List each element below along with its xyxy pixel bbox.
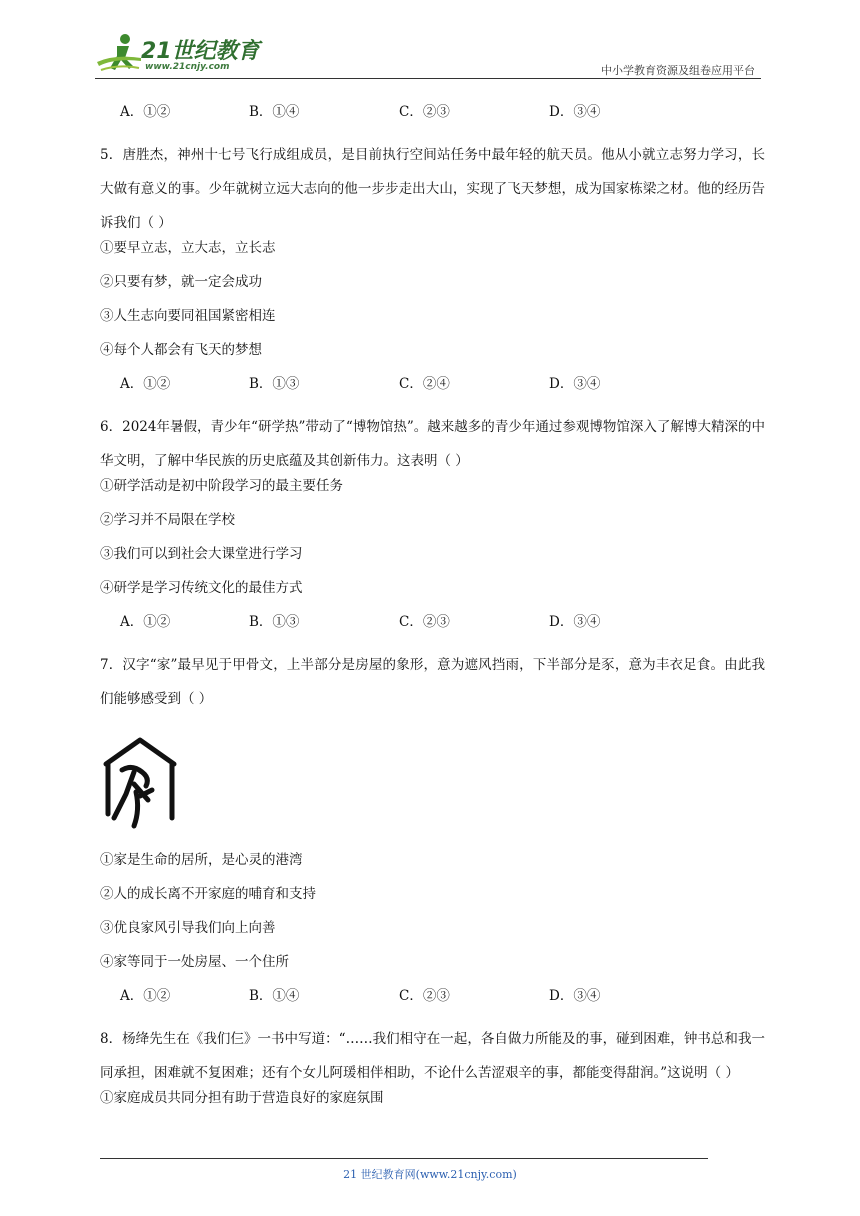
option-d: D．③④ — [549, 988, 601, 1004]
option-a: A．①② — [120, 614, 171, 630]
q5-options — [100, 376, 765, 393]
footer-text: 21 世纪教育网(www.21cnjy.com) — [343, 1168, 517, 1181]
q5-item-3: ③人生志向要同祖国紧密相连 — [100, 308, 276, 324]
option-a: A．①② — [120, 376, 171, 392]
q5-item-2: ②只要有梦，就一定会成功 — [100, 274, 262, 290]
q4-options — [100, 104, 765, 121]
q6-options — [100, 614, 765, 631]
q7-stem: 7．汉字“家”最早见于甲骨文，上半部分是房屋的象形，意为遮风挡雨，下半部分是豕，意为丰衣足食。由此我们能够感受到（ ） — [100, 657, 765, 707]
q7-item-4: ④家等同于一处房屋、一个住所 — [100, 954, 289, 970]
option-a: A．①② — [120, 104, 171, 120]
header-divider — [95, 78, 761, 79]
q7-options — [100, 988, 765, 1005]
option-c: C．②④ — [399, 376, 450, 392]
q7-item-2: ②人的成长离不开家庭的哺育和支持 — [100, 886, 316, 902]
option-d: D．③④ — [549, 376, 601, 392]
runner-logo-icon — [95, 32, 143, 76]
platform-title: 中小学教育资源及组卷应用平台 — [601, 64, 755, 77]
footer-divider — [100, 1158, 708, 1159]
logo-text: 21世纪教育 — [141, 39, 260, 64]
q8-stem: 8．杨绛先生在《我们仨》一书中写道：“……我们相守在一起，各自做力所能及的事，碰到困难，钟书总和我一同承担，困难就不复困难；还有个女儿阿瑗相伴相助，不论什么苦涩艰辛的事，都能变得甜润。”这说明（ ） — [100, 1031, 765, 1081]
option-c: C．②③ — [399, 104, 450, 120]
q8-item-1: ①家庭成员共同分担有助于营造良好的家庭氛围 — [100, 1090, 384, 1106]
q6-stem: 6．2024年暑假，青少年“研学热”带动了“博物馆热”。越来越多的青少年通过参观博物馆深入了解博大精深的中华文明，了解中华民族的历史底蕴及其创新伟力。这表明（ ） — [100, 419, 765, 469]
option-b: B．①③ — [249, 614, 300, 630]
option-c: C．②③ — [399, 988, 450, 1004]
option-b: B．①③ — [249, 376, 300, 392]
q5-item-1: ①要早立志，立大志，立长志 — [100, 240, 276, 256]
question-content — [100, 104, 765, 1124]
q6-item-3: ③我们可以到社会大课堂进行学习 — [100, 546, 303, 562]
q6-item-2: ②学习并不局限在学校 — [100, 512, 235, 528]
oracle-bone-jia-icon — [100, 734, 180, 830]
q5-stem: 5．唐胜杰，神州十七号飞行成组成员，是目前执行空间站任务中最年轻的航天员。他从小就立志努力学习，长大做有意义的事。少年就树立远大志向的他一步步走出大山，实现了飞天梦想，成为国家栋梁之材。他的经历告诉我们（ ） — [100, 147, 765, 231]
option-a: A．①② — [120, 988, 171, 1004]
q6-item-1: ①研学活动是初中阶段学习的最主要任务 — [100, 478, 343, 494]
site-logo — [95, 32, 265, 76]
option-c: C．②③ — [399, 614, 450, 630]
option-b: B．①④ — [249, 104, 300, 120]
page-header — [95, 28, 761, 80]
q5-item-4: ④每个人都会有飞天的梦想 — [100, 342, 262, 358]
logo-url: www.21cnjy.com — [145, 62, 230, 72]
option-b: B．①④ — [249, 988, 300, 1004]
option-d: D．③④ — [549, 614, 601, 630]
option-d: D．③④ — [549, 104, 601, 120]
q7-item-3: ③优良家风引导我们向上向善 — [100, 920, 276, 936]
q6-item-4: ④研学是学习传统文化的最佳方式 — [100, 580, 303, 596]
q7-item-1: ①家是生命的居所，是心灵的港湾 — [100, 852, 303, 868]
